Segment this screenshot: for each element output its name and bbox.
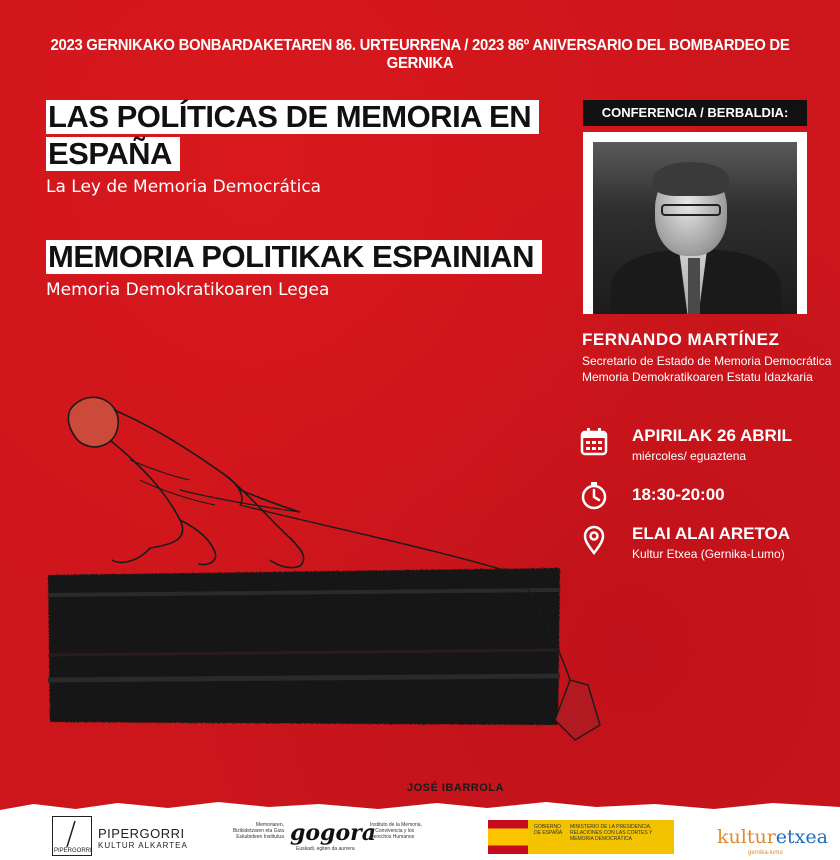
pipergorri-small: PIPERGORRI: [54, 848, 92, 854]
pulling-figure: [68, 397, 303, 567]
spanish-title-line2: ESPAÑA: [46, 137, 180, 171]
photo-glasses: [661, 204, 721, 216]
photo-hair: [653, 162, 729, 196]
gogora-right-text: Instituto de la Memoria, la Convivencia y los Derechos Humanos: [370, 822, 422, 840]
basque-title-block: [46, 240, 546, 300]
spanish-title-line1: LAS POLÍTICAS DE MEMORIA EN: [46, 100, 539, 134]
basque-subtitle: Memoria Demokratikoaren Legea: [46, 280, 330, 300]
event-weekday: miércoles/ eguaztena: [632, 449, 747, 463]
speaker-info: [582, 330, 832, 385]
kulturetxea-sub: gernika-lumo: [748, 850, 783, 856]
speaker-role-eu: Memoria Demokratikoaren Estatu Idazkaria: [582, 370, 813, 384]
event-venue: ELAI ALAI ARETOA: [632, 524, 791, 543]
spanish-title-block: [46, 100, 546, 197]
speaker-role-es: Secretario de Estado de Memoria Democrática: [582, 354, 832, 368]
speaker-name: FERNANDO MARTÍNEZ: [582, 330, 780, 349]
speaker-photo-frame: [583, 132, 807, 314]
artist-credit: JOSÉ IBARROLA: [407, 782, 504, 794]
speaker-photo: [593, 142, 797, 314]
anniversary-banner: 2023 GERNIKAKO BONBARDAKETAREN 86. URTEURRENA / 2023 86º ANIVERSARIO DEL BOMBARDEO DE GERNIKA: [50, 37, 790, 72]
ministry-label: MINISTERIO DE LA PRESIDENCIA, RELACIONES CON LAS CORTES Y MEMORIA DEMOCRÁTICA: [570, 824, 653, 842]
black-block: [48, 568, 560, 725]
kulturetxea-logo: [717, 826, 828, 848]
gogora-tagline: Euskadi, egiten da aurrera: [296, 846, 355, 852]
kulturetxea-b: etxea: [775, 826, 828, 848]
kulturetxea-a: kultur: [717, 826, 776, 848]
pipergorri-sub: KULTUR ALKARTEA: [98, 841, 188, 850]
event-time: 18:30-20:00: [632, 485, 725, 504]
conference-label: CONFERENCIA / BERBALDIA:: [583, 100, 807, 126]
pipergorri-name: PIPERGORRI: [98, 826, 185, 841]
gogora-left-text: Memoriaren, Bizikidetzaren eta Giza Eskubideen Institutua: [232, 822, 284, 840]
spanish-subtitle: La Ley de Memoria Democrática: [46, 177, 322, 197]
spain-government-emblem: [488, 820, 528, 854]
basque-title: MEMORIA POLITIKAK ESPAINIAN: [46, 240, 542, 274]
ibarrola-artwork: [40, 380, 620, 750]
government-label: GOBIERNO DE ESPAÑA: [534, 824, 563, 836]
photo-tie: [688, 258, 700, 314]
gogora-logo: gogora: [290, 820, 376, 846]
event-date: APIRILAK 26 ABRIL: [632, 426, 792, 445]
sponsor-footer: [0, 812, 840, 860]
event-venue-sub: Kultur Etxea (Gernika-Lumo): [632, 547, 785, 561]
